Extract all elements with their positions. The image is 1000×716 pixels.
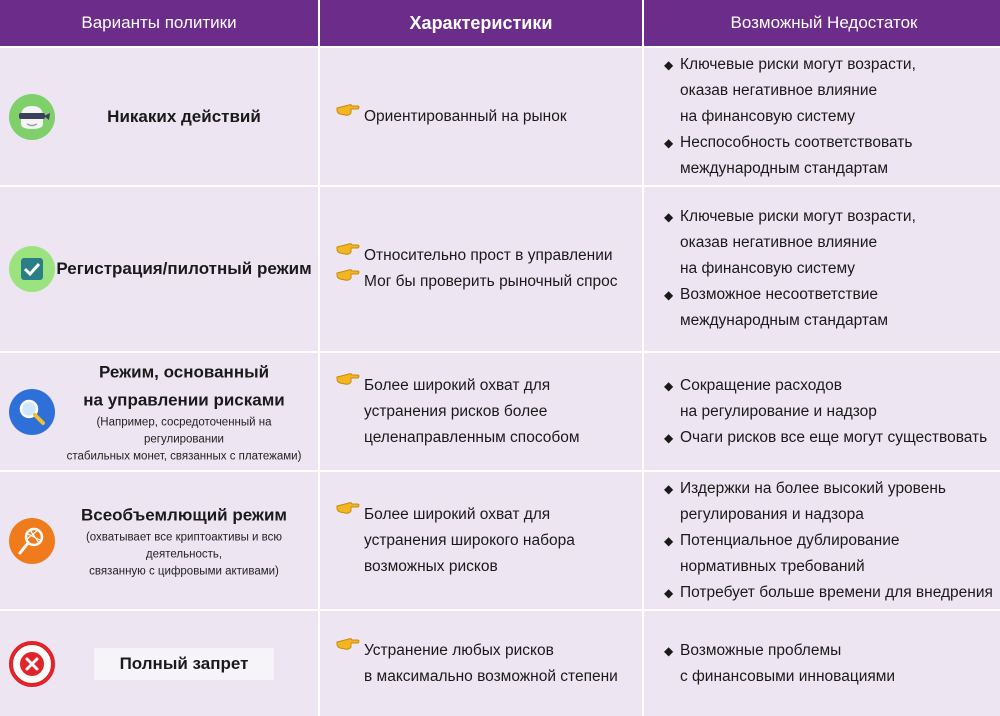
drawback-text: международным стандартам [680, 159, 889, 177]
list-item [664, 282, 1000, 308]
pointing-hand-icon [336, 498, 364, 525]
list-item [336, 373, 642, 399]
diamond-bullet-icon: ◆ [664, 135, 674, 150]
pointing-hand-icon [336, 265, 364, 292]
characteristic-text: в максимально возможной степени [364, 667, 618, 685]
diamond-bullet-icon: ◆ [664, 643, 674, 658]
characteristic-text: целенаправленным способом [364, 428, 580, 446]
option-name: Режим, основанный [98, 362, 270, 381]
diamond-bullet-icon: ◆ [664, 533, 674, 548]
option-name: на управлении рисками [83, 390, 285, 409]
blindfold-face-icon [9, 94, 55, 140]
diamond-bullet-icon: ◆ [664, 378, 674, 393]
option-name: Всеобъемлющий режим [80, 505, 288, 524]
checkbox-checked-icon [9, 246, 55, 292]
diamond-bullet-icon: ◆ [664, 585, 674, 600]
drawback-text: Потребует больше времени для внедрения [680, 583, 993, 601]
diamond-bullet-icon: ◆ [664, 210, 674, 224]
drawback-text: нормативных требований [680, 557, 865, 575]
list-item [664, 528, 1000, 554]
pointing-hand-icon [336, 369, 364, 396]
list-item [336, 243, 642, 269]
list-item [664, 638, 1000, 664]
list-item [336, 638, 642, 664]
row-risk-based-characteristics [320, 353, 642, 470]
row-no-action-option [0, 48, 318, 185]
characteristic-text: возможных рисков [364, 557, 498, 575]
row-risk-based-option [0, 353, 318, 470]
magnifier-icon [9, 389, 55, 435]
option-name: Регистрация/пилотный режим [56, 259, 312, 278]
drawback-text: Ключевые риски могут возрасти, [680, 55, 916, 73]
drawback-text: регулирования и надзора [680, 505, 864, 523]
drawback-text: на финансовую систему [680, 260, 856, 277]
header-possible-drawback: Возможный Недостаток [644, 0, 1000, 46]
forbidden-x-icon [9, 641, 55, 687]
drawback-text: Ключевые риски могут возрасти, [680, 208, 916, 225]
characteristic-text: устранения рисков более [364, 402, 548, 420]
pointing-hand-icon [336, 634, 364, 661]
pointing-hand-icon [336, 100, 364, 127]
row-comprehensive-option [0, 472, 318, 609]
drawback-text: Возможное несоответствие [680, 286, 879, 303]
option-note: (Например, сосредоточенный на регулировании [96, 416, 272, 445]
characteristic-text: Ориентированный на рынок [364, 107, 567, 125]
characteristic-text: Относительно прост в управлении [364, 247, 613, 264]
row-registration-drawbacks [644, 187, 1000, 351]
characteristic-text: Более широкий охват для [364, 505, 551, 523]
header-policy-options: Варианты политики [0, 0, 318, 46]
row-comprehensive-drawbacks [644, 472, 1000, 609]
list-item [664, 425, 1000, 451]
diamond-bullet-icon: ◆ [664, 57, 674, 72]
row-full-ban-characteristics [320, 611, 642, 716]
drawback-text: оказав негативное влияние [680, 81, 878, 99]
drawback-text: Очаги рисков все еще могут существовать [680, 428, 988, 446]
drawback-text: Издержки на более высокий уровень [680, 479, 946, 497]
option-note: (охватывает все криптоактивы и всю деятельность, [85, 531, 283, 560]
list-item [664, 204, 1000, 230]
drawback-text: на финансовую систему [680, 107, 856, 125]
option-note: стабильных монет, связанных с платежами) [66, 450, 302, 462]
net-icon [9, 518, 55, 564]
list-item [664, 476, 1000, 502]
header-characteristics: Характеристики [320, 0, 642, 46]
list-item [664, 373, 1000, 399]
characteristic-text: Мог бы проверить рыночный спрос [364, 273, 618, 290]
diamond-bullet-icon: ◆ [664, 430, 674, 445]
drawback-text: международным стандартам [680, 312, 889, 329]
characteristic-text: устранения широкого набора [364, 531, 575, 549]
option-name: Никаких действий [107, 106, 261, 126]
list-item [336, 269, 642, 295]
drawback-text: Сокращение расходов [680, 376, 842, 394]
row-registration-option [0, 187, 318, 351]
characteristic-text: Более широкий охват для [364, 376, 551, 394]
pointing-hand-icon [336, 239, 364, 266]
list-item [336, 104, 642, 130]
drawback-text: оказав негативное влияние [680, 234, 878, 251]
list-item [664, 130, 1000, 156]
drawback-text: Возможные проблемы [680, 641, 842, 659]
list-item [336, 502, 642, 528]
diamond-bullet-icon: ◆ [664, 481, 674, 496]
row-comprehensive-characteristics [320, 472, 642, 609]
row-full-ban-option [0, 611, 318, 716]
option-note: связанную с цифровыми активами) [89, 565, 279, 577]
row-no-action-characteristics [320, 48, 642, 185]
characteristic-text: Устранение любых рисков [364, 641, 554, 659]
drawback-text: на регулирование и надзор [680, 402, 877, 420]
diamond-bullet-icon: ◆ [664, 288, 674, 302]
list-item [664, 580, 1000, 606]
list-item [664, 52, 1000, 78]
row-full-ban-drawbacks [644, 611, 1000, 716]
drawback-text: Неспособность соответствовать [680, 133, 913, 151]
drawback-text: Потенциальное дублирование [680, 531, 900, 549]
option-name: Полный запрет [94, 648, 275, 680]
row-risk-based-drawbacks [644, 353, 1000, 470]
drawback-text: с финансовыми инновациями [680, 667, 896, 685]
row-no-action-drawbacks [644, 48, 1000, 185]
row-registration-characteristics [320, 187, 642, 351]
